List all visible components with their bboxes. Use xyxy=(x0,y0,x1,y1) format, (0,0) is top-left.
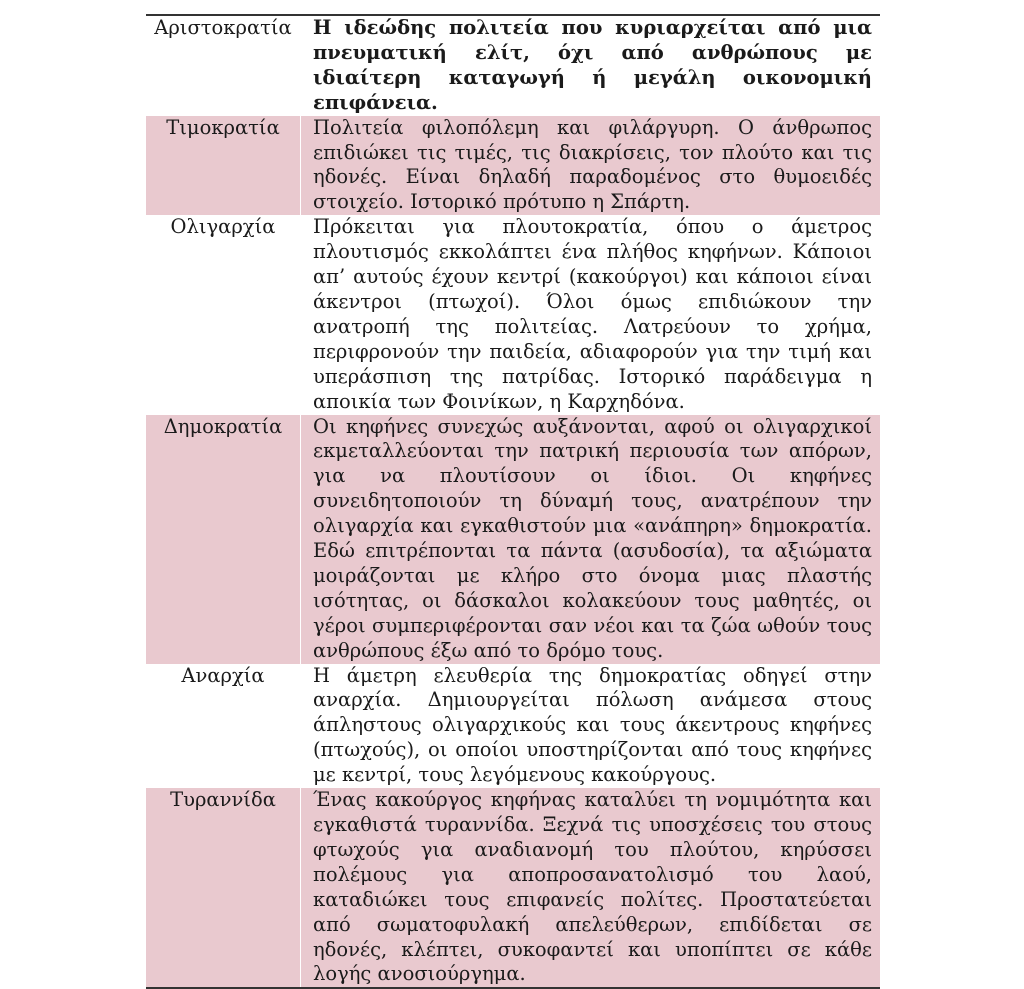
term-cell: Αναρχία xyxy=(146,664,301,789)
description-cell: Πολιτεία φιλοπόλεμη και φιλάργυρη. Ο άνθρωπος επιδιώκει τις τιμές, τις διακρίσεις, τον πλούτο και τις ηδονές. Είναι δηλαδή παραδομένος στο θυμοειδές στοιχείο. Ιστορικό πρότυπο η Σπάρτη. xyxy=(301,116,881,216)
term-cell: Τυραννίδα xyxy=(146,788,301,988)
term-cell: Τιμοκρατία xyxy=(146,116,301,216)
table-row-oligarchy xyxy=(146,215,880,414)
table-row-tyranny xyxy=(146,788,880,988)
description-cell: Η άμετρη ελευθερία της δημοκρατίας οδηγεί στην αναρχία. Δημιουργείται πόλωση ανάμεσα στους άπληστους ολιγαρχικούς και τους άκεντρους κηφήνες (πτωχούς), οι οποίοι υποστηρίζονται από τους κηφήνες με κεντρί, τους λεγόμενους κακούργους. xyxy=(301,664,881,789)
description-cell: Ένας κακούργος κηφήνας καταλύει τη νομιμότητα και εγκαθιστά τυραννίδα. Ξεχνά τις υποσχέσεις του στους φτωχούς για αναδιανομή του πλούτου, κηρύσσει πολέμους για αποπροσανατολισμό του λαού, καταδιώκει τους επιφανείς πολίτες. Προστατεύεται από σωματοφυλακή απελεύθερων, επιδίδεται σε ηδονές, κλέπτει, συκοφαντεί και υποπίπτει σε κάθε λογής ανοσιούργημα. xyxy=(301,788,881,988)
table-row-aristocracy xyxy=(146,15,880,116)
table-row-anarchy xyxy=(146,664,880,789)
term-cell: Αριστοκρατία xyxy=(146,15,301,116)
forms-of-government-table xyxy=(146,14,880,989)
description-cell: Οι κηφήνες συνεχώς αυξάνονται, αφού οι ολιγαρχικοί εκμεταλλεύονται την πατρική περιουσία των απόρων, για να πλουτίσουν οι ίδιοι. Οι κηφήνες συνειδητοποιούν τη δύναμή τους, ανατρέπουν την ολιγαρχία και εγκαθιστούν μια «ανάπηρη» δημοκρατία. Εδώ επιτρέπονται τα πάντα (ασυδοσία), τα αξιώματα μοιράζονται με κλήρο στο όνομα μιας πλαστής ισότητας, οι δάσκαλοι κολακεύουν τους μαθητές, οι γέροι συμπεριφέρονται σαν νέοι και τα ζώα ωθούν τους ανθρώπους έξω από το δρόμο τους. xyxy=(301,415,881,664)
term-cell: Ολιγαρχία xyxy=(146,215,301,414)
description-cell: Η ιδεώδης πολιτεία που κυριαρχείται από μια πνευματική ελίτ, όχι από ανθρώπους με ιδιαίτερη καταγωγή ή μεγάλη οικονομική επιφάνεια. xyxy=(301,15,881,116)
table-row-timocracy xyxy=(146,116,880,216)
description-cell: Πρόκειται για πλουτοκρατία, όπου ο άμετρος πλουτισμός εκκολάπτει ένα πλήθος κηφήνων. Κάποιοι απ’ αυτούς έχουν κεντρί (κακούργοι) και κάποιοι είναι άκεντροι (πτωχοί). Όλοι όμως επιδιώκουν την ανατροπή της πολιτείας. Λατρεύουν το χρήμα, περιφρονούν την παιδεία, αδιαφορούν για την τιμή και υπεράσπιση της πατρίδας. Ιστορικό παράδειγμα η αποικία των Φοινίκων, η Καρχηδόνα. xyxy=(301,215,881,414)
term-cell: Δημοκρατία xyxy=(146,415,301,664)
table-row-democracy xyxy=(146,415,880,664)
